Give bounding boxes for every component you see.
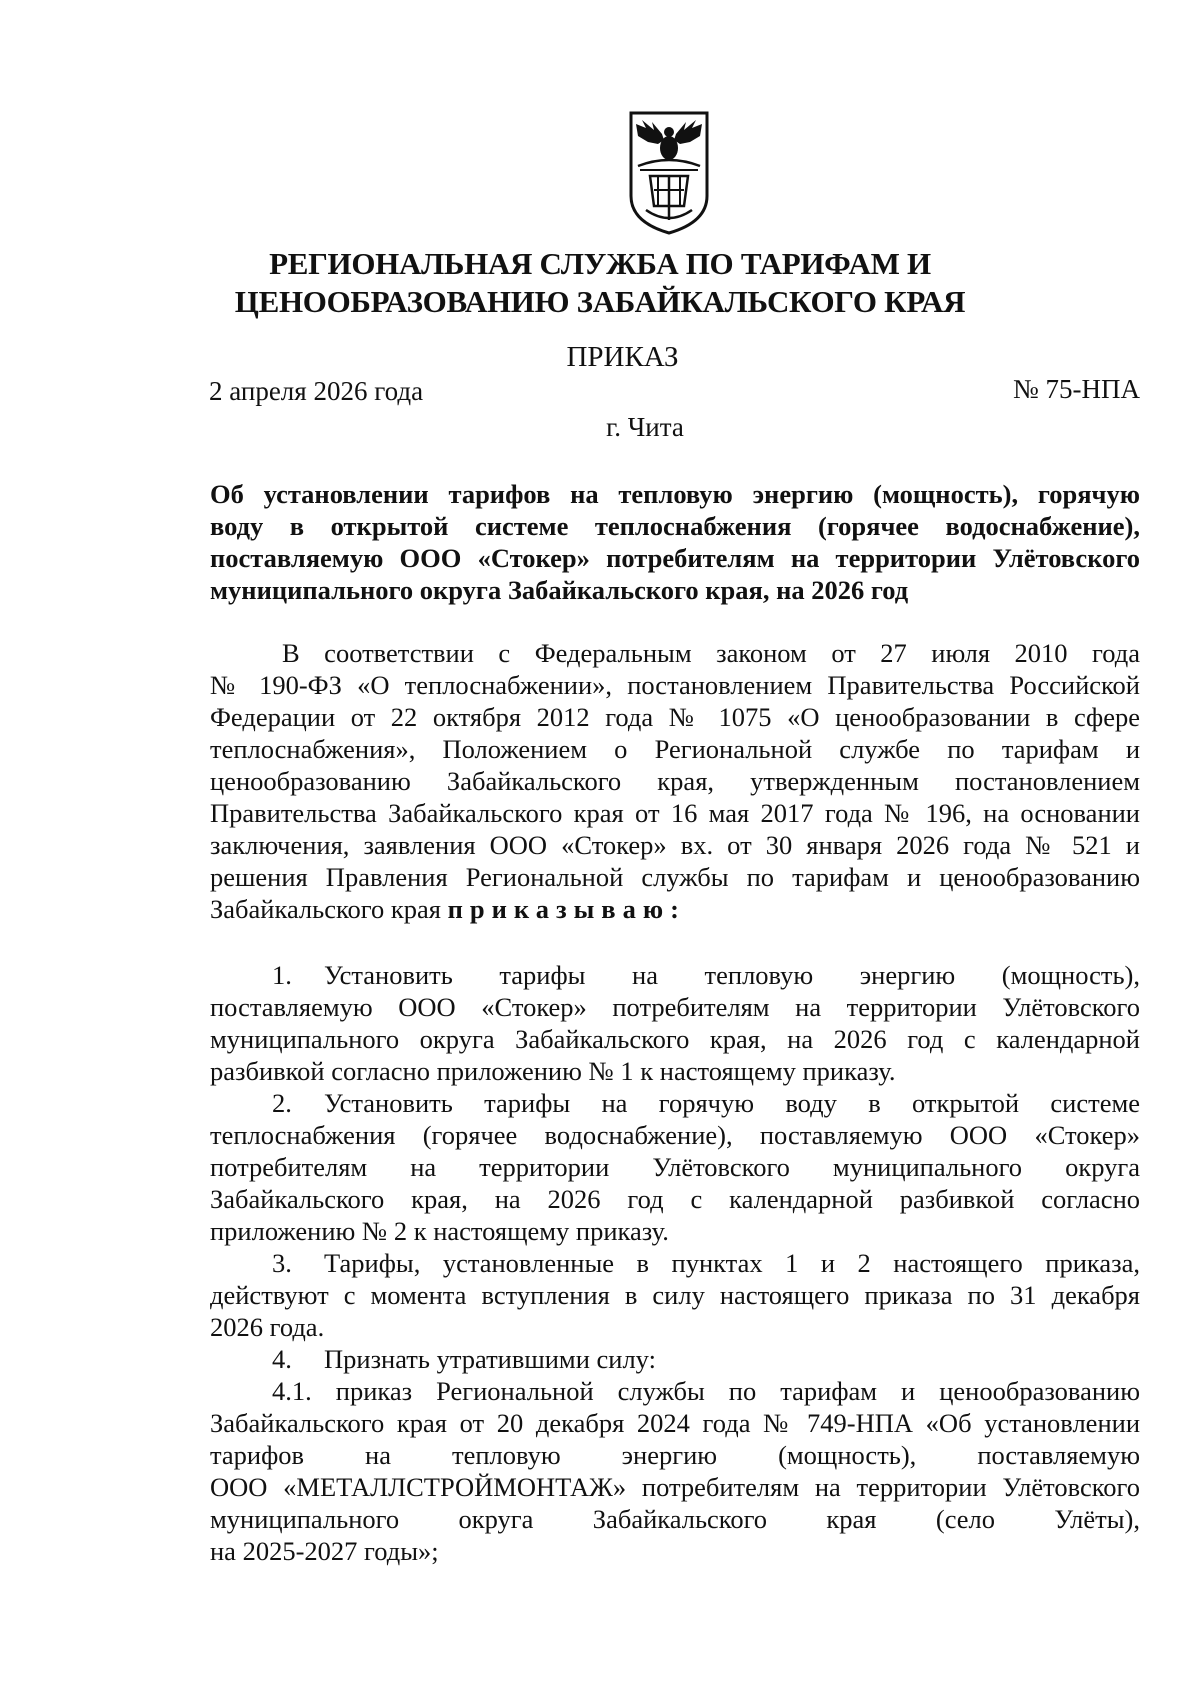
preamble-line: Правительства Забайкальского края от 16 мая 2017 года № 196, на основании <box>210 798 1140 828</box>
item-first-line <box>210 1087 1140 1119</box>
document-type: ПРИКАЗ <box>566 341 679 373</box>
document-date: 2 апреля 2026 года <box>209 376 424 406</box>
document-title <box>210 478 1140 606</box>
agency-name-line1: РЕГИОНАЛЬНАЯ СЛУЖБА ПО ТАРИФАМ И <box>269 246 931 281</box>
item-first-line <box>210 1247 1140 1279</box>
preamble-line: решения Правления Региональной службы по тарифам и ценообразованию <box>210 862 1140 892</box>
item-line: Забайкальского края от 20 декабря 2024 года № 749-НПА «Об установлении <box>210 1408 1140 1438</box>
item-line: поставляемую ООО «Стокер» потребителям на территории Улётовского <box>210 992 1140 1022</box>
coat-of-arms-emblem <box>628 110 710 236</box>
preamble-last-text: Забайкальского края <box>210 894 441 924</box>
item-line: на 2025-2027 годы»; <box>210 1536 439 1566</box>
document-city: г. Чита <box>606 412 684 442</box>
item-line: теплоснабжения (горячее водоснабжение), поставляемую ООО «Стокер» <box>210 1120 1140 1150</box>
document-body <box>210 637 1140 1567</box>
preamble-line: № 190-ФЗ «О теплоснабжении», постановлением Правительства Российской <box>210 670 1140 700</box>
title-line: муниципального округа Забайкальского края, на 2026 год <box>210 575 909 605</box>
item-text: приказ Региональной службы по тарифам и ценообразованию <box>335 1376 1141 1406</box>
item-first-line <box>210 959 1140 991</box>
item-text: Признать утратившими силу: <box>324 1344 656 1374</box>
item-number: 4. <box>272 1344 292 1374</box>
item-line: Забайкальского края, на 2026 год с календарной разбивкой согласно <box>210 1184 1140 1214</box>
item-number: 3. <box>272 1248 292 1278</box>
item-line: приложению № 2 к настоящему приказу. <box>210 1216 669 1246</box>
item-text: Установить тарифы на горячую воду в открытой системе <box>324 1088 1140 1118</box>
order-word: приказываю: <box>447 894 686 924</box>
item-number: 4.1. <box>272 1376 312 1406</box>
preamble-line: заключения, заявления ООО «Стокер» вх. от 30 января 2026 года № 521 и <box>210 830 1140 860</box>
document-number: № 75-НПА <box>1013 374 1140 404</box>
item-line: разбивкой согласно приложению № 1 к настоящему приказу. <box>210 1056 896 1086</box>
item-first-line <box>210 1343 1140 1375</box>
agency-name-line2: ЦЕНООБРАЗОВАНИЮ ЗАБАЙКАЛЬСКОГО КРАЯ <box>234 284 966 319</box>
title-line: Об установлении тарифов на тепловую энергию (мощность), горячую <box>210 479 1140 509</box>
item-number: 1. <box>272 960 292 990</box>
preamble-line: теплоснабжения», Положением о Региональной службе по тарифам и <box>210 734 1140 764</box>
item-line: действуют с момента вступления в силу настоящего приказа по 31 декабря <box>210 1280 1140 1310</box>
item-text: Тарифы, установленные в пунктах 1 и 2 настоящего приказа, <box>324 1248 1140 1278</box>
item-number: 2. <box>272 1088 292 1118</box>
item-line: ООО «МЕТАЛЛСТРОЙМОНТАЖ» потребителям на территории Улётовского <box>210 1472 1140 1502</box>
item-first-line <box>210 1375 1140 1407</box>
title-line: воду в открытой системе теплоснабжения (горячее водоснабжение), <box>210 511 1140 541</box>
item-line: 2026 года. <box>210 1312 325 1342</box>
item-line: потребителям на территории Улётовского муниципального округа <box>210 1152 1140 1182</box>
item-line: муниципального округа Забайкальского края (село Улёты), <box>210 1504 1140 1534</box>
item-text: Установить тарифы на тепловую энергию (мощность), <box>324 960 1140 990</box>
preamble-last-line <box>210 893 1140 925</box>
item-line: муниципального округа Забайкальского края, на 2026 год с календарной <box>210 1024 1140 1054</box>
preamble-line: В соответствии с Федеральным законом от 27 июля 2010 года <box>282 638 1140 668</box>
preamble-line: Федерации от 22 октября 2012 года № 1075 «О ценообразовании в сфере <box>210 702 1140 732</box>
preamble-line: ценообразованию Забайкальского края, утвержденным постановлением <box>210 766 1140 796</box>
item-line: тарифов на тепловую энергию (мощность), поставляемую <box>210 1440 1140 1470</box>
title-line: поставляемую ООО «Стокер» потребителям на территории Улётовского <box>210 543 1140 573</box>
